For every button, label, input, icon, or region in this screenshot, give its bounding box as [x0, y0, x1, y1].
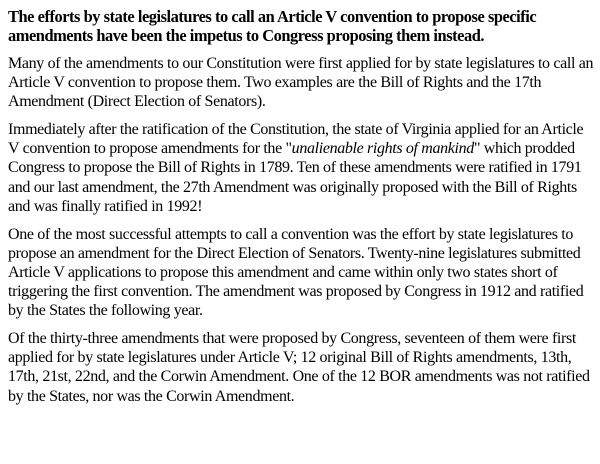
document-heading: The efforts by state legislatures to call an Article V convention to propose specific amendments have been the impetus to Congress proposing them instead.: [8, 7, 537, 45]
paragraph-text-after: " which prodded Congress to propose the Bill of Rights in 1789. Ten of these amendments were ratified in 1791 and our last amendment, the 27th Amendment was originally proposed with the Bill of Rights and was finally ratified in 1992!: [8, 140, 582, 215]
paragraph-direct-election-senators: One of the most successful attempts to call a convention was the effort by state legislatures to propose an amendment for the Direct Election of Senators. Twenty-nine legislatures submitted Article V applications to propose this amendment and came within only two states short of triggering the first convention. The amendment was proposed by Congress in 1912 and ratified by the States the following year.: [8, 225, 584, 320]
paragraph-text-before: Immediately after the ratification of the Constitution, the state of Virginia applied for an Article V convention to propose amendments for the ": [8, 121, 584, 158]
paragraph-virginia-bill-of-rights: [8, 120, 594, 215]
paragraph-thirty-three-amendments: Of the thirty-three amendments that were proposed by Congress, seventeen of them were first applied for by state legislatures under Article V; 12 original Bill of Rights amendments, 13th, 17th, 21st, 22nd, and the Corwin Amendment. One of the 12 BOR amendments was not ratified by the States, nor was the Corwin Amendment.: [8, 330, 590, 405]
paragraph-amendments-applied: Many of the amendments to our Constitution were first applied for by state legislatures to call an Article V convention to propose them. Two examples are the Bill of Rights and the 17th Amendment (Direct Election of Senators).: [8, 55, 594, 111]
emphasis-unalienable-rights: unalienable rights of mankind: [291, 140, 474, 158]
